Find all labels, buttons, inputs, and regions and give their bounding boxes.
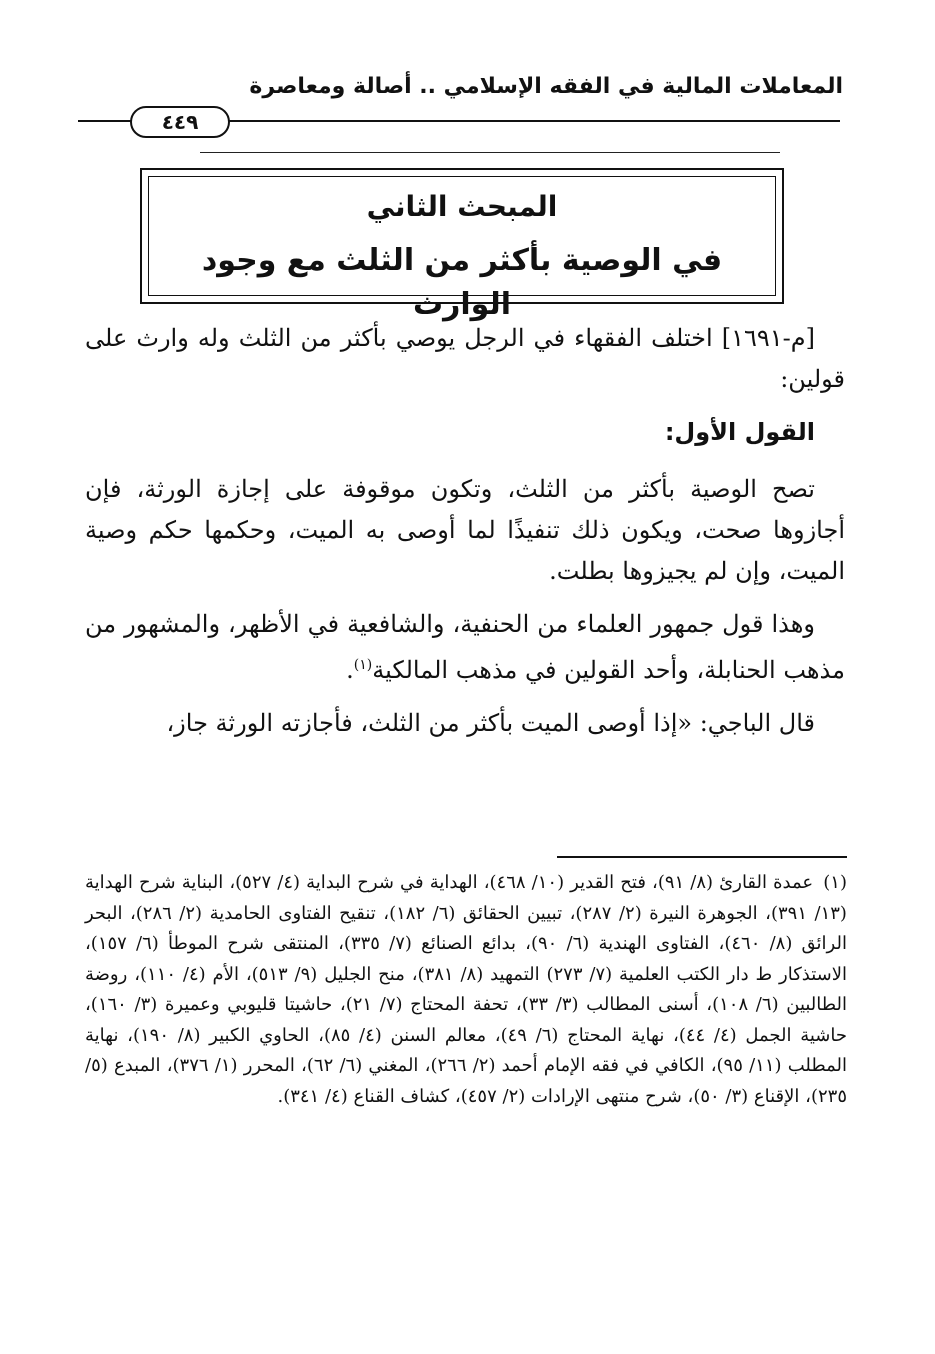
- footnote-item: [85, 868, 847, 1112]
- header-thin-rule: [200, 152, 780, 153]
- section-title-line1: المبحث الثاني: [366, 190, 558, 223]
- paragraph-2: [85, 604, 845, 691]
- paragraph-2-text: وهذا قول جمهور العلماء من الحنفية، والشافعية في الأظهر، والمشهور من مذهب الحنابلة، وأحد القولين في مذهب المالكية: [85, 610, 845, 684]
- paragraph-1: تصح الوصية بأكثر من الثلث، وتكون موقوفة على إجازة الورثة، فإن أجازوها صحت، ويكون ذلك تنفيذًا لما أوصى به الميت، وحكمها حكم وصية الميت، وإن لم يجيزوها بطلت.: [85, 475, 846, 585]
- footnote-text: عمدة القارئ (٨/ ٩١)، فتح القدير (١٠/ ٤٦٨)، الهداية في شرح البداية (٤/ ٥٢٧)، البناية شرح الهداية (١٣/ ٣٩١)، الجوهرة النيرة (٢/ ٢٨٧)، تبيين الحقائق (٦/ ١٨٢)، تنقيح الفتاوى الحامدية (٢/ ٢٨٦)، البحر الرائق (٨/ ٤٦٠)، الفتاوى الهندية (٦/ ٩٠)، بدائع الصنائع (٧/ ٣٣٥)، المنتقى شرح الموطأ (٦/ ١٥٧)، الاستذكار ط دار الكتب العلمية (٧/ ٢٧٣) التمهيد (٨/ ٣٨١)، منح الجليل (٩/ ٥١٣)، الأم (٤/ ١١٠)، روضة الطالبين (٦/ ١٠٨)، أسنى المطالب (٣/ ٣٣)، تحفة المحتاج (٧/ ٢١)، حاشيتا قليوبي وعميرة (٣/ ١٦٠)، حاشية الجمل (٤/ ٤٤)، نهاية المحتاج (٦/ ٤٩)، معالم السنن (٤/ ٨٥)، الحاوي الكبير (٨/ ١٩٠)، نهاية المطلب (١١/ ٩٥)، الكافي في فقه الإمام أحمد (٢/ ٢٦٦)، المغني (٦/ ٦٢)، المحرر (١/ ٣٧٦)، المبدع (٥/ ٢٣٥)، الإقناع (٣/ ٥٠)، شرح منتهى الإرادات (٢/ ٤٥٧)، كشاف القناع (٤/ ٣٤١).: [85, 872, 848, 1107]
- page-number: ٤٤٩: [130, 106, 230, 138]
- paragraph-3: قال الباجي: «إذا أوصى الميت بأكثر من الثلث، فأجازته الورثة جاز،: [166, 709, 815, 737]
- running-header-title: المعاملات المالية في الفقه الإسلامي .. أصالة ومعاصرة: [249, 74, 843, 99]
- footnote-rule: [557, 856, 847, 858]
- section-title-frame: [140, 168, 784, 322]
- paragraph-2-end: .: [346, 656, 354, 684]
- footnotes: [85, 868, 847, 1112]
- footnote-number: (١): [823, 872, 847, 893]
- section-title-line2: في الوصية بأكثر من الثلث مع وجود الوارث: [201, 243, 723, 322]
- footnote-marker: (١): [353, 657, 373, 673]
- intro-paragraph: [م-١٦٩١] اختلف الفقهاء في الرجل يوصي بأكثر من الثلث وله وارث على قولين:: [85, 324, 845, 393]
- first-opinion-heading: القول الأول:: [664, 418, 815, 446]
- section-title-inner-border: [148, 176, 776, 322]
- main-text: [85, 318, 845, 756]
